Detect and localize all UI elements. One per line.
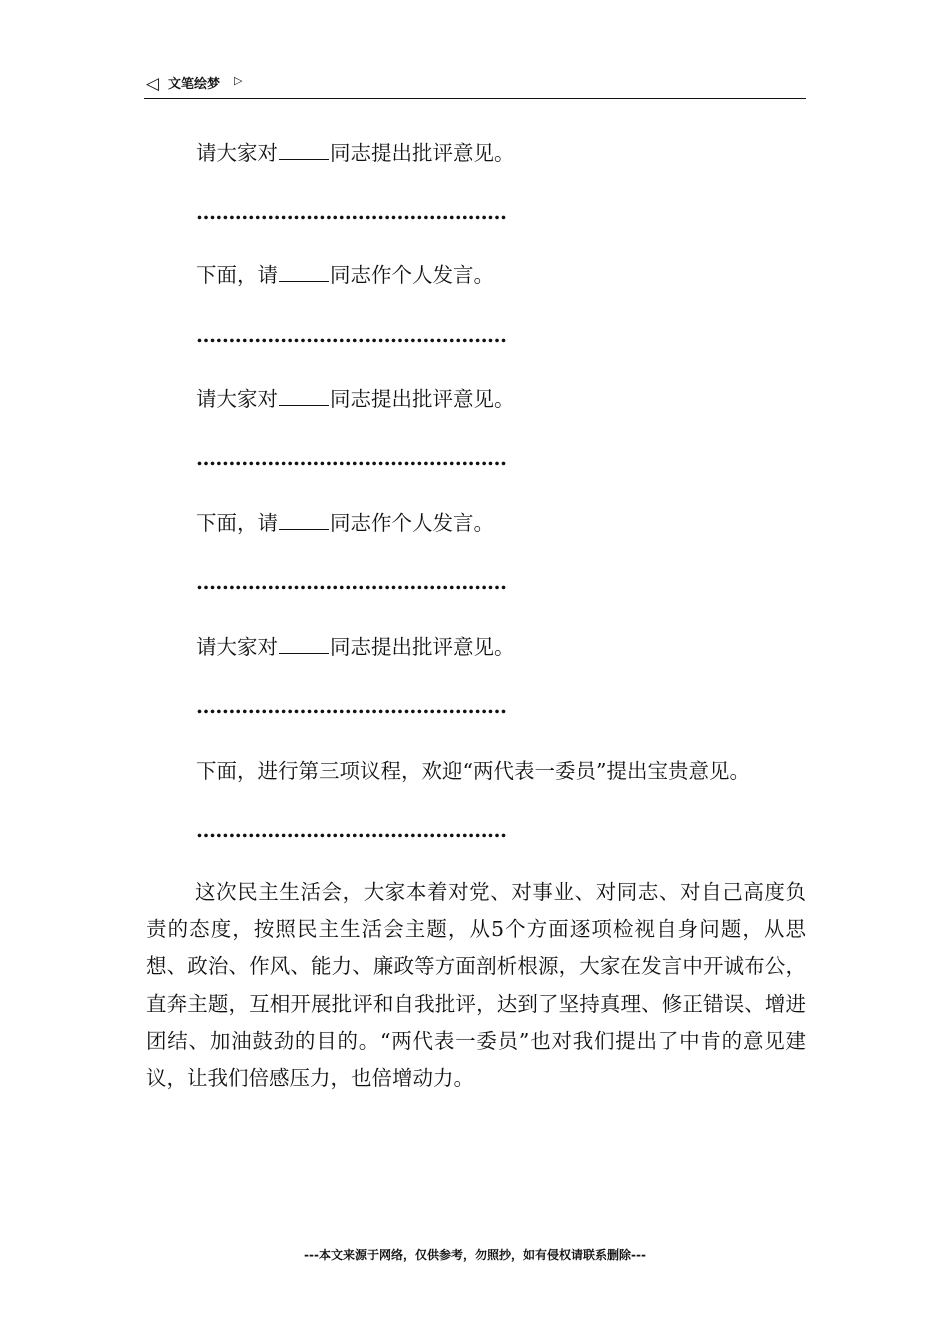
- ellipsis-line-6: …………………………………………: [196, 818, 507, 842]
- fill-blank: [279, 141, 329, 160]
- line-text: 同志提出批评意见。: [330, 141, 515, 165]
- ellipsis-line-4: …………………………………………: [196, 570, 507, 594]
- left-triangle-icon: ◁: [146, 74, 160, 94]
- line-text: 同志提出批评意见。: [330, 635, 515, 659]
- line-text: 请大家对: [196, 387, 278, 411]
- fill-blank: [279, 511, 329, 530]
- ellipsis-line-3: …………………………………………: [196, 446, 507, 470]
- line-text: 请大家对: [196, 635, 278, 659]
- line-text: 同志提出批评意见。: [330, 387, 515, 411]
- ellipsis-line-1: …………………………………………: [196, 200, 507, 224]
- text-line-4: [196, 510, 494, 536]
- summary-paragraph: 这次民主生活会，大家本着对党、对事业、对同志、对自己高度负责的态度，按照民主生活会主题，从5个方面逐项检视自身问题，从思想、政治、作风、能力、廉政等方面剖析根源，大家在发言中开诚布公，直奔主题，互相开展批评和自我批评，达到了坚持真理、修正错误、增进团结、加油鼓劲的目的。“两代表一委员”也对我们提出了中肯的意见建议，让我们倍感压力，也倍增动力。: [146, 880, 806, 1091]
- ellipsis-line-5: …………………………………………: [196, 694, 507, 718]
- text-line-5: [196, 634, 515, 660]
- text-line-1: [196, 140, 515, 166]
- line-text: 同志作个人发言。: [330, 511, 494, 535]
- ellipsis-line-2: …………………………………………: [196, 323, 507, 347]
- text-line-6: 下面，进行第三项议程，欢迎“两代表一委员”提出宝贵意见。: [196, 759, 750, 783]
- header-title: 文笔绘梦: [168, 77, 221, 92]
- fill-blank: [279, 263, 329, 282]
- line-text: 下面，请: [196, 263, 278, 287]
- right-triangle-icon: ▷: [234, 74, 243, 87]
- line-text: 下面，请: [196, 511, 278, 535]
- page-footer: ---本文来源于网络，仅供参考，勿照抄，如有侵权请联系删除---: [304, 1248, 646, 1262]
- fill-blank: [279, 635, 329, 654]
- page-header: [144, 72, 806, 99]
- text-line-2: [196, 262, 494, 288]
- fill-blank: [279, 387, 329, 406]
- text-line-3: [196, 386, 515, 412]
- line-text: 请大家对: [196, 141, 278, 165]
- line-text: 同志作个人发言。: [330, 263, 494, 287]
